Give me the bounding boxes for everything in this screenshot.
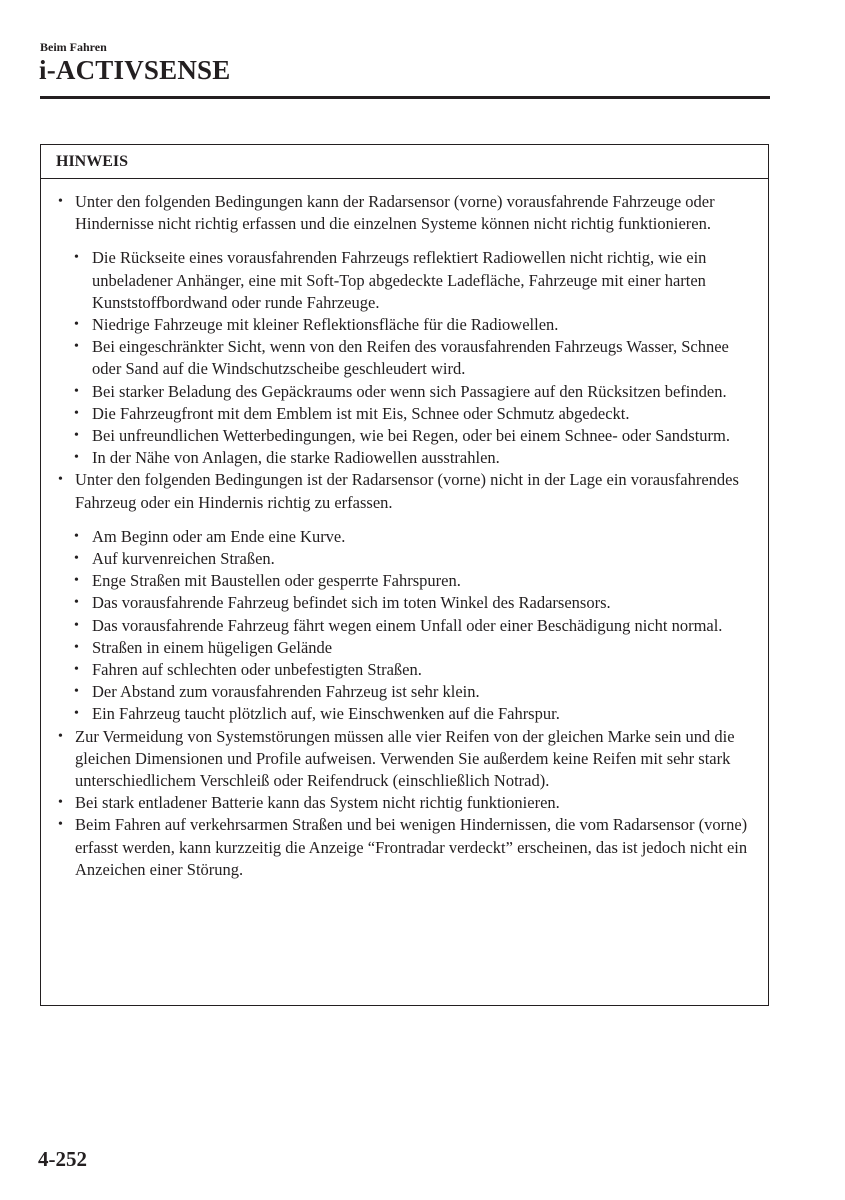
page-number: 4-252 xyxy=(38,1147,87,1171)
bullet-icon: • xyxy=(58,728,63,744)
bullet-text: Zur Vermeidung von Systemstörungen müssen alle vier Reifen von der gleichen Marke sein und die gleichen Dimensionen und Profile aufweisen. Verwenden Sie außerdem keine Reifen mit sehr stark unterschiedlichem Verschleiß oder Reifendruck (einschließlich Notrad). xyxy=(75,726,735,791)
sub-bullet-text: Straßen in einem hügeligen Gelände xyxy=(92,637,333,657)
bullet-icon: • xyxy=(58,472,63,488)
bullet-icon: • xyxy=(74,684,79,700)
sub-bullet-item xyxy=(41,592,768,614)
sub-bullet-item xyxy=(41,403,768,425)
bullet-text: Beim Fahren auf verkehrsarmen Straßen und bei wenigen Hindernissen, die vom Radarsensor (vorne) erfasst werden, kann kurzzeitig die Anzeige “Frontradar verdeckt” erscheinen, das ist jedoch nicht ein Anzeichen einer Störung. xyxy=(75,815,748,879)
note-box xyxy=(40,144,769,1006)
sub-bullet-text: Die Rückseite eines vorausfahrenden Fahrzeugs reflektiert Radiowellen nicht richtig, wie ein unbeladener Anhänger, eine mit Soft-Top abgedeckte Ladefläche, Fahrzeuge mit einer harten Kunststoffbordwand oder runde Fahrzeuge. xyxy=(92,248,707,312)
sub-bullet-text: In der Nähe von Anlagen, die starke Radiowellen ausstrahlen. xyxy=(92,448,500,468)
sub-bullet-item xyxy=(41,447,768,469)
sub-bullet-item xyxy=(41,336,768,380)
sub-bullet-item xyxy=(41,425,768,447)
sub-bullet-text: Ein Fahrzeug taucht plötzlich auf, wie Einschwenken auf die Fahrspur. xyxy=(92,704,560,724)
bullet-text: Unter den folgenden Bedingungen kann der Radarsensor (vorne) vorausfahrende Fahrzeuge oder Hindernisse nicht richtig erfassen und die einzelnen Systeme können nicht richtig funktionieren. xyxy=(75,192,715,234)
bullet-item xyxy=(41,469,768,513)
bullet-text: Unter den folgenden Bedingungen ist der Radarsensor (vorne) nicht in der Lage ein vorausfahrendes Fahrzeug oder ein Hindernis richtig zu erfassen. xyxy=(75,470,739,512)
bullet-icon: • xyxy=(58,817,63,833)
bullet-item xyxy=(41,726,768,793)
sub-bullet-item xyxy=(41,570,768,592)
bullet-icon: • xyxy=(74,573,79,589)
sub-bullet-item xyxy=(41,247,768,314)
sub-bullet-text: Enge Straßen mit Baustellen oder gesperrte Fahrspuren. xyxy=(92,571,461,591)
section-label: Beim Fahren xyxy=(40,40,107,54)
bullet-icon: • xyxy=(74,250,79,266)
sub-bullet-text: Das vorausfahrende Fahrzeug fährt wegen einem Unfall oder einer Beschädigung nicht normal. xyxy=(92,615,723,635)
sub-bullet-text: Bei eingeschränkter Sicht, wenn von den Reifen des vorausfahrenden Fahrzeugs Wasser, Schnee oder Sand auf die Windschutzscheibe geschleudert wird. xyxy=(92,337,729,379)
bullet-icon: • xyxy=(74,617,79,633)
bullet-icon: • xyxy=(74,595,79,611)
sub-bullet-item xyxy=(41,681,768,703)
note-heading: HINWEIS xyxy=(41,145,768,179)
sub-bullet-text: Bei starker Beladung des Gepäckraums oder wenn sich Passagiere auf den Rücksitzen befinden. xyxy=(92,381,727,401)
spacer xyxy=(41,235,768,247)
sub-bullet-text: Niedrige Fahrzeuge mit kleiner Reflektionsfläche für die Radiowellen. xyxy=(92,315,559,335)
bullet-icon: • xyxy=(58,795,63,811)
sub-bullet-item xyxy=(41,637,768,659)
bullet-icon: • xyxy=(74,662,79,678)
spacer xyxy=(41,514,768,526)
bullet-item xyxy=(41,191,768,235)
sub-bullet-item xyxy=(41,703,768,725)
bullet-icon: • xyxy=(58,194,63,209)
bullet-icon: • xyxy=(74,428,79,444)
sub-bullet-item xyxy=(41,659,768,681)
sub-bullet-item xyxy=(41,615,768,637)
bullet-icon: • xyxy=(74,639,79,655)
note-body xyxy=(41,179,768,881)
sub-bullet-text: Am Beginn oder am Ende eine Kurve. xyxy=(92,526,346,546)
bullet-icon: • xyxy=(74,528,79,544)
bullet-icon: • xyxy=(74,317,79,333)
sub-bullet-item xyxy=(41,548,768,570)
sub-bullet-item xyxy=(41,314,768,336)
sub-bullet-text: Der Abstand zum vorausfahrenden Fahrzeug ist sehr klein. xyxy=(92,682,480,702)
sub-bullet-text: Das vorausfahrende Fahrzeug befindet sich im toten Winkel des Radarsensors. xyxy=(92,593,611,613)
bullet-icon: • xyxy=(74,450,79,466)
bullet-item xyxy=(41,792,768,814)
bullet-icon: • xyxy=(74,339,79,355)
sub-bullet-text: Auf kurvenreichen Straßen. xyxy=(92,549,275,569)
page-title: i-ACTIVSENSE xyxy=(39,55,231,85)
sub-bullet-item xyxy=(41,381,768,403)
sub-bullet-text: Fahren auf schlechten oder unbefestigten Straßen. xyxy=(92,660,422,680)
bullet-icon: • xyxy=(74,405,79,421)
bullet-icon: • xyxy=(74,383,79,399)
bullet-icon: • xyxy=(74,551,79,567)
bullet-text: Bei stark entladener Batterie kann das System nicht richtig funktionieren. xyxy=(75,793,560,813)
sub-bullet-text: Bei unfreundlichen Wetterbedingungen, wie bei Regen, oder bei einem Schnee- oder Sandsturm. xyxy=(92,426,731,446)
header-rule xyxy=(40,96,770,99)
bullet-icon: • xyxy=(74,706,79,722)
bullet-item xyxy=(41,814,768,881)
sub-bullet-text: Die Fahrzeugfront mit dem Emblem ist mit Eis, Schnee oder Schmutz abgedeckt. xyxy=(92,403,630,423)
sub-bullet-item xyxy=(41,526,768,548)
